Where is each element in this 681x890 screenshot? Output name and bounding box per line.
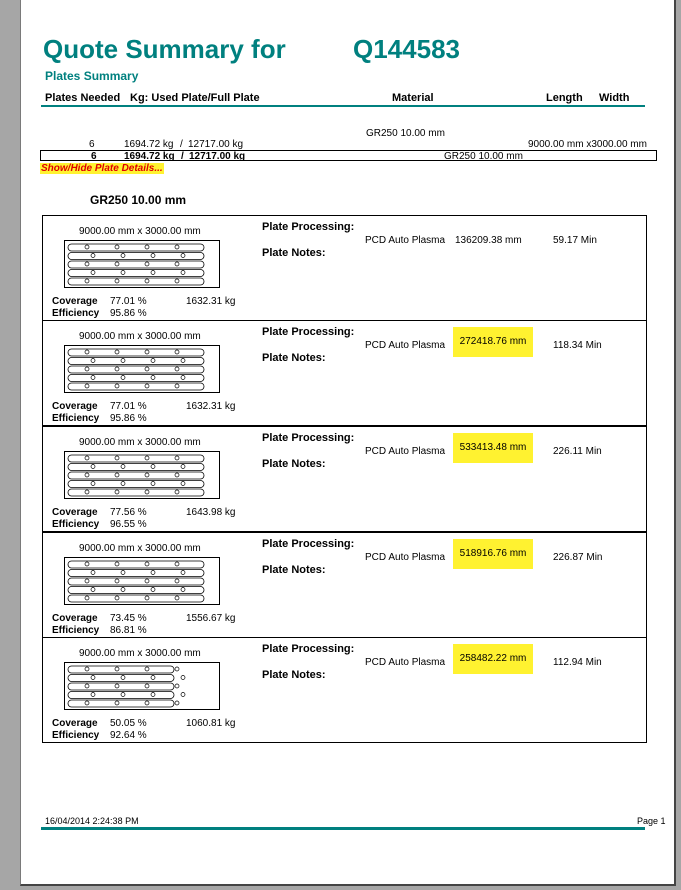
plate-card xyxy=(42,637,647,743)
cut-length: 258482.22 mm xyxy=(453,644,533,674)
efficiency-label: Efficiency xyxy=(52,413,100,424)
plate-nesting-preview xyxy=(64,557,220,605)
total-used-kg: 1694.72 kg xyxy=(124,151,175,162)
plate-dims: 9000.00 mm x 3000.00 mm xyxy=(79,543,201,554)
plate-dims: 9000.00 mm x 3000.00 mm xyxy=(79,226,201,237)
section-subtitle: Plates Summary xyxy=(45,69,139,83)
plate-card xyxy=(42,320,647,426)
plate-processing-label: Plate Processing: xyxy=(262,221,355,233)
summary-full-kg: 12717.00 kg xyxy=(188,139,244,150)
processing-method: PCD Auto Plasma xyxy=(365,657,446,668)
plate-processing-label: Plate Processing: xyxy=(262,432,355,444)
summary-dims: 9000.00 mm x3000.00 mm xyxy=(528,139,647,150)
plate-card xyxy=(42,532,647,638)
summary-sep: / xyxy=(180,139,183,150)
efficiency-value: 96.55 % xyxy=(110,519,147,530)
plate-processing-label: Plate Processing: xyxy=(262,643,355,655)
report-page xyxy=(20,0,676,886)
processing-time: 226.11 Min xyxy=(553,446,602,457)
cut-length: 533413.48 mm xyxy=(453,433,533,463)
processing-time: 118.34 Min xyxy=(553,340,602,351)
efficiency-label: Efficiency xyxy=(52,308,100,319)
cut-length: 272418.76 mm xyxy=(453,327,533,357)
coverage-label: Coverage xyxy=(52,401,98,412)
plate-notes-label: Plate Notes: xyxy=(262,247,326,259)
processing-method: PCD Auto Plasma xyxy=(365,235,446,246)
nesting-diagram-icon xyxy=(65,241,221,289)
col-length: Length xyxy=(546,92,583,104)
plate-notes-label: Plate Notes: xyxy=(262,458,326,470)
plate-weight: 1643.98 kg xyxy=(186,507,236,518)
nesting-diagram-icon xyxy=(65,663,221,711)
efficiency-value: 95.86 % xyxy=(110,308,147,319)
cut-length: 518916.76 mm xyxy=(453,539,533,569)
coverage-value: 50.05 % xyxy=(110,718,147,729)
nesting-diagram-icon xyxy=(65,452,221,500)
footer-timestamp: 16/04/2014 2:24:38 PM xyxy=(45,816,139,826)
summary-total-row xyxy=(40,150,657,161)
coverage-value: 77.01 % xyxy=(110,296,147,307)
plate-nesting-preview xyxy=(64,451,220,499)
processing-method: PCD Auto Plasma xyxy=(365,552,446,563)
plate-weight: 1556.67 kg xyxy=(186,613,236,624)
coverage-value: 73.45 % xyxy=(110,613,147,624)
plate-dims: 9000.00 mm x 3000.00 mm xyxy=(79,648,201,659)
plate-processing-label: Plate Processing: xyxy=(262,326,355,338)
nesting-diagram-icon xyxy=(65,558,221,606)
coverage-label: Coverage xyxy=(52,507,98,518)
plate-notes-label: Plate Notes: xyxy=(262,352,326,364)
footer-page-number: Page 1 xyxy=(637,816,666,826)
plate-notes-label: Plate Notes: xyxy=(262,564,326,576)
processing-method: PCD Auto Plasma xyxy=(365,340,446,351)
plate-weight: 1632.31 kg xyxy=(186,296,236,307)
plate-nesting-preview xyxy=(64,345,220,393)
total-count: 6 xyxy=(91,151,97,162)
efficiency-label: Efficiency xyxy=(52,519,100,530)
plate-weight: 1060.81 kg xyxy=(186,718,236,729)
col-material: Material xyxy=(392,92,434,104)
efficiency-label: Efficiency xyxy=(52,625,100,636)
efficiency-value: 92.64 % xyxy=(110,730,147,741)
quote-id: Q144583 xyxy=(353,34,460,64)
col-width: Width xyxy=(599,92,630,104)
col-kg: Kg: Used Plate/Full Plate xyxy=(130,92,260,104)
total-sep: / xyxy=(181,151,184,162)
summary-count: 6 xyxy=(89,139,95,150)
plate-card xyxy=(42,426,647,532)
processing-time: 226.87 Min xyxy=(553,552,603,563)
efficiency-value: 95.86 % xyxy=(110,413,147,424)
col-plates-needed: Plates Needed xyxy=(45,92,121,104)
header-divider xyxy=(41,105,645,107)
plate-dims: 9000.00 mm x 3000.00 mm xyxy=(79,437,201,448)
efficiency-label: Efficiency xyxy=(52,730,100,741)
coverage-label: Coverage xyxy=(52,718,98,729)
nesting-diagram-icon xyxy=(65,346,221,394)
total-material: GR250 10.00 mm xyxy=(444,151,523,162)
plate-dims: 9000.00 mm x 3000.00 mm xyxy=(79,331,201,342)
material-group-title: GR250 10.00 mm xyxy=(90,193,187,207)
plate-notes-label: Plate Notes: xyxy=(262,669,326,681)
summary-material: GR250 10.00 mm xyxy=(366,128,445,139)
processing-time: 112.94 Min xyxy=(553,657,602,668)
efficiency-value: 86.81 % xyxy=(110,625,147,636)
plate-weight: 1632.31 kg xyxy=(186,401,236,412)
report-title: Quote Summary for xyxy=(43,34,286,64)
coverage-value: 77.56 % xyxy=(110,507,147,518)
processing-time: 59.17 Min xyxy=(553,235,597,246)
show-hide-plate-details-link[interactable]: Show/Hide Plate Details... xyxy=(41,163,163,174)
plate-processing-label: Plate Processing: xyxy=(262,538,355,550)
processing-method: PCD Auto Plasma xyxy=(365,446,446,457)
plate-nesting-preview xyxy=(64,240,220,288)
plate-card xyxy=(42,215,647,321)
cut-length: 136209.38 mm xyxy=(455,235,522,246)
coverage-value: 77.01 % xyxy=(110,401,147,412)
footer-divider xyxy=(41,827,645,830)
coverage-label: Coverage xyxy=(52,296,98,307)
coverage-label: Coverage xyxy=(52,613,98,624)
plate-nesting-preview xyxy=(64,662,220,710)
summary-used-kg: 1694.72 kg xyxy=(124,139,174,150)
total-full-kg: 12717.00 kg xyxy=(189,151,246,162)
